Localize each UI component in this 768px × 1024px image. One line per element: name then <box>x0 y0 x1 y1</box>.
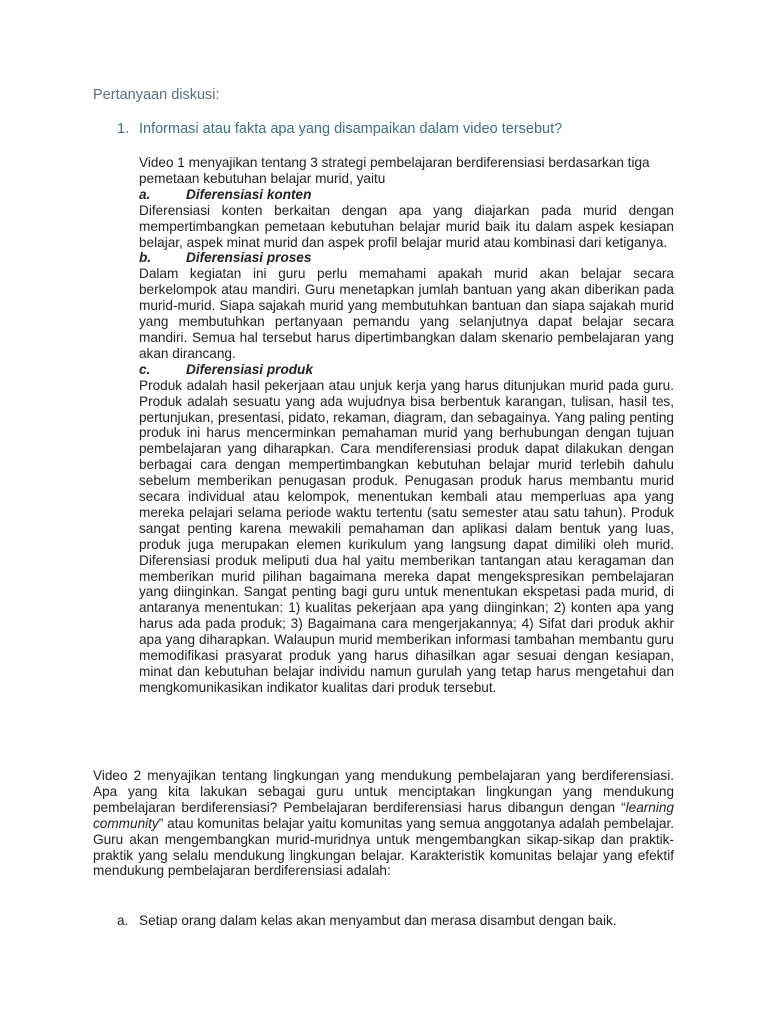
section-heading-produk <box>139 362 674 378</box>
list-text: Setiap orang dalam kelas akan menyambut dan merasa disambut dengan baik. <box>139 913 617 928</box>
answer-block <box>139 155 674 696</box>
section-heading-konten <box>139 187 674 203</box>
list-item <box>117 913 617 928</box>
section-body-konten: Diferensiasi konten berkaitan dengan apa yang diajarkan pada murid dengan mempertimbangkan pemetaan kebutuhan belajar murid baik itu dalam aspek kesiapan belajar, aspek minat murid dan aspek profil belajar murid atau kombinasi dari ketiganya. <box>139 202 674 250</box>
question-item <box>117 121 562 137</box>
section-title: Diferensiasi konten <box>186 186 312 202</box>
section-letter: a. <box>139 186 151 202</box>
question-text: Informasi atau fakta apa yang disampaikan dalam video tersebut? <box>139 121 563 137</box>
answer-intro: Video 1 menyajikan tentang 3 strategi pembelajaran berdiferensiasi berdasarkan tiga pemetaan kebutuhan belajar murid, yaitu <box>139 155 650 186</box>
list-letter: a. <box>117 913 129 928</box>
section-title: Diferensiasi produk <box>186 361 313 377</box>
section-title: Diferensiasi proses <box>186 250 312 266</box>
section-body-produk: Produk adalah hasil pekerjaan atau unjuk kerja yang harus ditunjukan murid pada guru. Produk adalah sesuatu yang ada wujudnya bisa berbentuk karangan, tulisan, hasil tes, pertunjukan, presentasi, pidato, rekaman, diagram, dan sebagainya. Yang paling penting produk ini harus mencerminkan pemahaman murid yang berhubungan dengan tujuan pembelajaran yang diharapkan. Cara mendiferensiasi produk dapat dilakukan dengan berbagai cara dengan mempertimbangkan kebutuhan belajar murid terlebih dahulu sebelum memberikan penugasan produk. Penugasan produk harus membantu murid secara individual atau kelompok, menentukan kembali atau memperluas apa yang mereka pelajari selama periode waktu tertentu (satu semester atau satu tahun). Produk sangat penting karena mewakili pemahaman dan aplikasi dalam bentuk yang luas, produk juga merupakan elemen kurikulum yang langsung dapat dimiliki oleh murid. Diferensiasi produk meliputi dua hal yaitu memberikan tantangan atau keragaman dan memberikan murid pilihan bagaimana mereka dapat mengekspresikan pembelajaran yang diinginkan. Sangat penting bagi guru untuk menentukan ekspetasi pada murid, di antaranya menentukan: 1) kualitas pekerjaan apa yang diinginkan; 2) konten apa yang harus ada pada produk; 3) Bagaimana cara mengerjakannya; 4) Sifat dari produk akhir apa yang diharapkan. Walaupun murid memberikan informasi tambahan membantu guru memodifikasi prasyarat produk yang harus dihasilkan agar sesuai dengan kesiapan, minat dan kebutuhan belajar individu namun gurulah yang tetap harus mengetahui dan mengkomunikasikan indikator kualitas dari produk tersebut. <box>139 377 674 695</box>
section-letter: b. <box>139 250 152 266</box>
video2-text-after: ” atau komunitas belajar yaitu komunitas yang semua anggotanya adalah pembelajar. Guru akan mengembangkan murid-muridnya untuk mengembangkan sikap-sikap dan praktik-praktik yang selalu mendukung lingkungan belajar. Karakteristik komunitas belajar yang efektif mendukung pembelajaran berdiferensiasi adalah: <box>93 815 674 879</box>
video2-text-before: Video 2 menyajikan tentang lingkungan yang mendukung pembelajaran yang berdiferensiasi. Apa yang kita lakukan sebagai guru untuk menciptakan lingkungan yang mendukung pembelajaran berdiferensiasi? Pembelajaran berdiferensiasi harus dibangun dengan “ <box>93 768 674 815</box>
video2-term: learning community <box>93 799 674 831</box>
section-body-proses: Dalam kegiatan ini guru perlu memahami apakah murid akan belajar secara berkelompok atau mandiri. Guru menetapkan jumlah bantuan yang akan diberikan pada murid-murid. Siapa sajakah murid yang membutuhkan bantuan dan siapa sajakah murid yang membutuhkan pertanyaan pemandu yang selanjutnya dapat belajar secara mandiri. Semua hal tersebut harus dipertimbangkan dalam skenario pembelajaran yang akan dirancang. <box>139 266 674 361</box>
discussion-heading: Pertanyaan diskusi: <box>93 87 220 103</box>
section-heading-proses <box>139 250 674 266</box>
question-number: 1. <box>117 121 130 137</box>
section-letter: c. <box>139 361 151 377</box>
video2-paragraph <box>93 768 674 879</box>
